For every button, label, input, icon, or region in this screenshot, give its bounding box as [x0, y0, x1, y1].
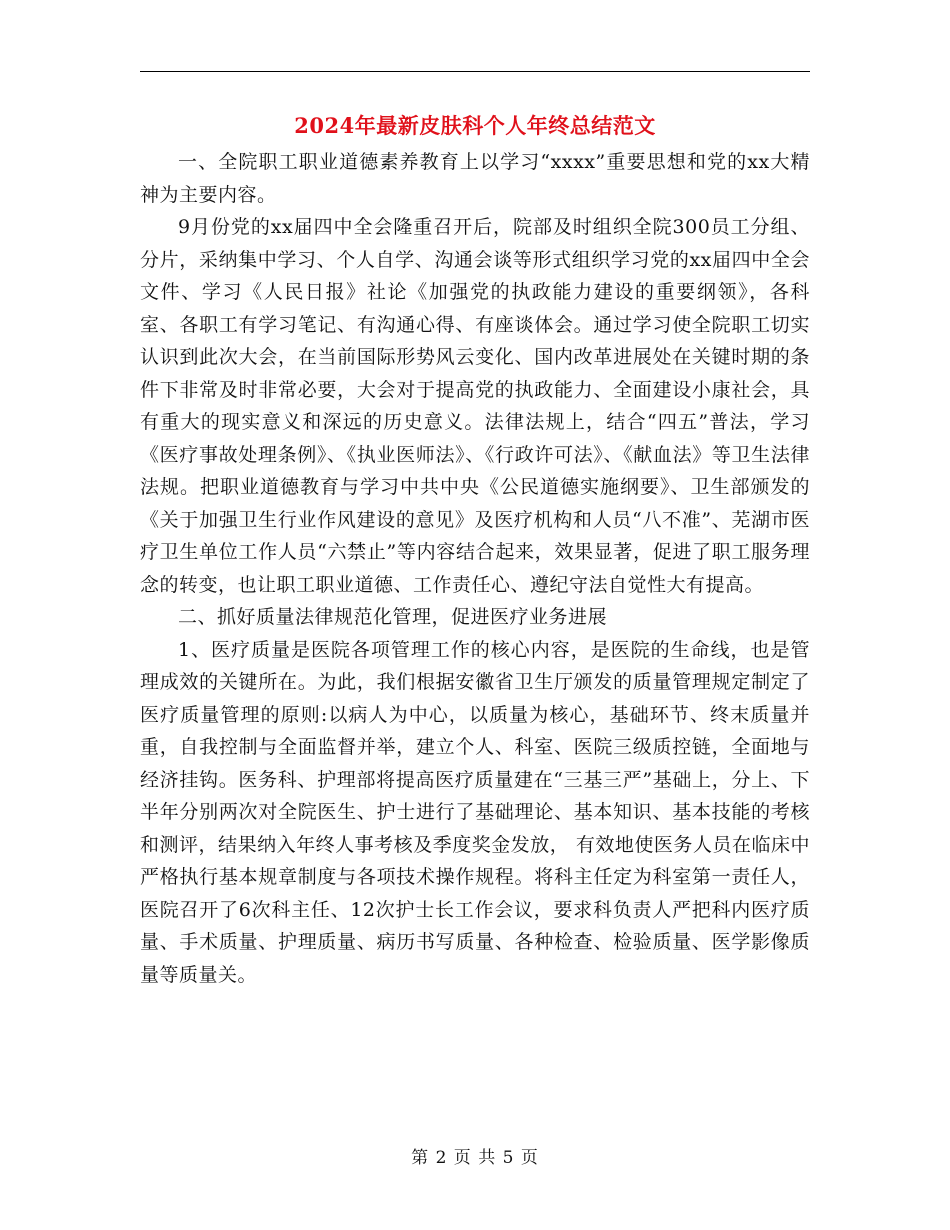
paragraph-1: 一、全院职工职业道德素养教育上以学习“xxxx”重要思想和党的xx大精神为主要内容。	[140, 151, 810, 206]
paragraph-2: 9月份党的xx届四中全会隆重召开后，院部及时组织全院300员工分组、分片，采纳集中学习、个人自学、沟通会谈等形式组织学习党的xx届四中全会文件、学习《人民日报》社论《加强党的执政能力建设的重要纲领》，各科室、各职工有学习笔记、有沟通心得、有座谈体会。通过学习使全院职工切实认识到此次大会，在当前国际形势风云变化、国内改革进展处在关键时期的条件下非常及时非常必要，大会对于提高党的执政能力、全面建设小康社会，具有重大的现实意义和深远的历史意义。法律法规上，结合“四五”普法，学习《医疗事故处理条例》、《执业医师法》、《行政许可法》、《献血法》等卫生法律法规。把职业道德教育与学习中共中央《公民道德实施纲要》、卫生部颁发的《关于加强卫生行业作风建设的意见》及医疗机构和人员“八不准”、芜湖市医疗卫生单位工作人员“六禁止”等内容结合起来，效果显著，促进了职工服务理念的转变，也让职工职业道德、工作责任心、遵纪守法自觉性大有提高。	[140, 216, 810, 596]
paragraph-4: 1、医疗质量是医院各项管理工作的核心内容，是医院的生命线，也是管理成效的关键所在。为此，我们根据安徽省卫生厅颁发的质量管理规定制定了医疗质量管理的原则:以病人为中心，以质量为核心，基础环节、终末质量并重，自我控制与全面监督并举，建立个人、科室、医院三级质控链，全面地与经济挂钩。医务科、护理部将提高医疗质量建在“三基三严”基础上，分上、下半年分别两次对全院医生、护士进行了基础理论、基本知识、基本技能的考核和测评，结果纳入年终人事考核及季度奖金发放， 有效地使医务人员在临床中严格执行基本规章制度与各项技术操作规程。将科主任定为科室第一责任人，医院召开了6次科主任、12次护士长工作会议，要求科负责人严把科内医疗质量、手术质量、护理质量、病历书写质量、各种检查、检验质量、医学影像质量等质量关。	[140, 638, 810, 986]
document-title: 2024年最新皮肤科个人年终总结范文	[294, 113, 656, 138]
document-body	[140, 146, 810, 991]
header-rule	[140, 71, 810, 72]
paragraph-3: 二、抓好质量法律规范化管理，促进医疗业务进展	[178, 606, 608, 628]
page-number-footer: 第 2 页 共 5 页	[411, 1148, 539, 1168]
